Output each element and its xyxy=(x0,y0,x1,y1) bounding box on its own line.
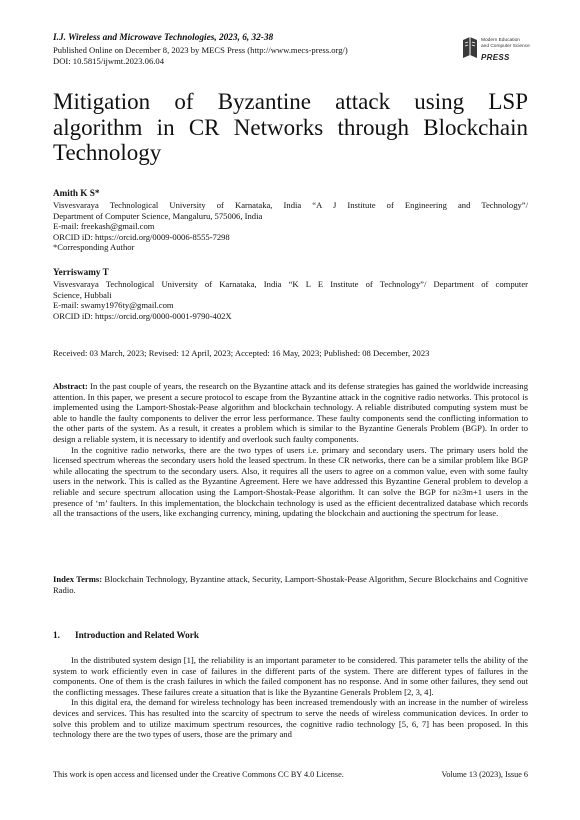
author-affiliation xyxy=(53,200,528,253)
affiliation-line: Science, Hubbali xyxy=(53,289,112,300)
book-icon xyxy=(462,36,478,60)
author-name: Yerriswamy T xyxy=(53,267,109,277)
abstract xyxy=(53,381,528,519)
logo-line-1: Modern Education xyxy=(481,38,520,43)
doi: DOI: 10.5815/ijwmt.2023.06.04 xyxy=(53,56,165,66)
index-terms-text: Blockchain Technology, Byzantine attack, Security, Lamport-Shostak-Pease Algorithm, Secure Blockchains and Cognitive Radio. xyxy=(53,574,528,595)
section-paragraph: In this digital era, the demand for wireless technology has been increased tremendously with an increase in the number of wireless devices and services. This has resulted into the scarcity of spectrum to serve the needs of wireless communication devices. In order to solve this problem and to utilize maximum spectrum resources, the cognitive radio technology [5, 6, 7] has been proposed. In this technology there are the two types of users, those are the primary and xyxy=(53,697,528,740)
section-paragraph: In the distributed system design [1], the reliability is an important parameter to be considered. This parameter tells the ability of the system to work efficiently even in case of failures in the different parts of the system. There are different types of failures in the components. One of them is the crash failures in which the failed component has no response. And in some other failures, they send out the conflicting messages. These failures create a situation that is like the Byzantine Generals Problem [2, 3, 4]. xyxy=(53,655,528,697)
author-email: E-mail: swamy1976ty@gmail.com xyxy=(53,300,174,311)
affiliation-line: Department of Computer Science, Mangaluru, 575006, India xyxy=(53,210,263,221)
abstract-p2: In the cognitive radio networks, there are the two types of users i.e. primary and secondary users. The primary users hold the licensed spectrum whereas the secondary users hold the leased spectrum. In these CR networks, there can be a similar problem like BGP while allocating the spectrum to the secondary users. Also, it requires all the users to agree on a common value, even with some faulty users in the network. This is called as the Byzantine Agreement. Here we have addressed this Byzantine General problem to develop a reliable and secure spectrum allocation using the Lamport-Shostak-Pease algorithm. It can solve the BGP for n≥3m+1 users in the presence of ‘m’ faulters. In this implementation, the blockchain technology is used as the efficient decentralized database which records all the transactions of the users, like exchanging currency, mining, updating the blockchain and auctioning the spectrum for lease. xyxy=(53,444,528,519)
paper-title: Mitigation of Byzantine attack using LSP algorithm in CR Networks through Blockchain Technology xyxy=(53,89,528,166)
author-affiliation xyxy=(53,279,528,321)
logo-press: PRESS xyxy=(481,53,510,62)
abstract-p1 xyxy=(53,381,528,444)
mecs-press-logo xyxy=(462,28,534,66)
abstract-label: Abstract: xyxy=(53,381,88,391)
journal-citation: I.J. Wireless and Microwave Technologies, 2023, 6, 32-38 xyxy=(53,33,274,43)
affiliation-line: Visvesvaraya Technological University of Karnataka, India “A J Institute of Engineering and Technology”/ xyxy=(53,200,528,210)
author-orcid: ORCID iD: https://orcid.org/0009-0006-8555-7298 xyxy=(53,231,230,242)
author-name: Amith K S* xyxy=(53,188,100,198)
volume-issue: Volume 13 (2023), Issue 6 xyxy=(441,770,528,779)
author-email: E-mail: freekash@gmail.com xyxy=(53,221,155,232)
author-orcid: ORCID iD: https://orcid.org/0000-0001-9790-402X xyxy=(53,310,232,321)
abstract-text: In the past couple of years, the research on the Byzantine attack and its defense strategies has gained the worldwide increasing attention. In this paper, we present a secure protocol to escape from the Byzantine attack in the cognitive radio networks. This protocol is implemented using the Lamport-Shostak-Pease algorithm and blockchain technology. A reliable distributed computing system must be able to handle the faulty components to deliver the error less performance. These faulty components send the conflicting information to the other parts of the system. As a result, it creates a problem which is similar to the Byzantine Generals Problem (BGP). In order to design a reliable system, it is necessary to identify and overlook such faulty components. xyxy=(53,381,528,444)
corresponding-note: *Corresponding Author xyxy=(53,242,135,253)
section-heading xyxy=(53,630,199,640)
index-terms-label: Index Terms: xyxy=(53,574,103,584)
publication-dates: Received: 03 March, 2023; Revised: 12 April, 2023; Accepted: 16 May, 2023; Published: 08 December, 2023 xyxy=(53,348,430,358)
index-terms xyxy=(53,574,528,595)
section-body xyxy=(53,655,528,740)
section-number: 1. xyxy=(53,630,60,640)
affiliation-line: Visvesvaraya Technological University of Karnataka, India “K L E Institute of Technology”/ Department of computer xyxy=(53,279,528,289)
license-note: This work is open access and licensed under the Creative Commons CC BY 4.0 License. xyxy=(53,770,344,779)
publication-info: Published Online on December 8, 2023 by MECS Press (http://www.mecs-press.org/) xyxy=(53,45,348,55)
logo-line-2: and Computer Science xyxy=(481,43,530,49)
section-title: Introduction and Related Work xyxy=(75,630,199,640)
